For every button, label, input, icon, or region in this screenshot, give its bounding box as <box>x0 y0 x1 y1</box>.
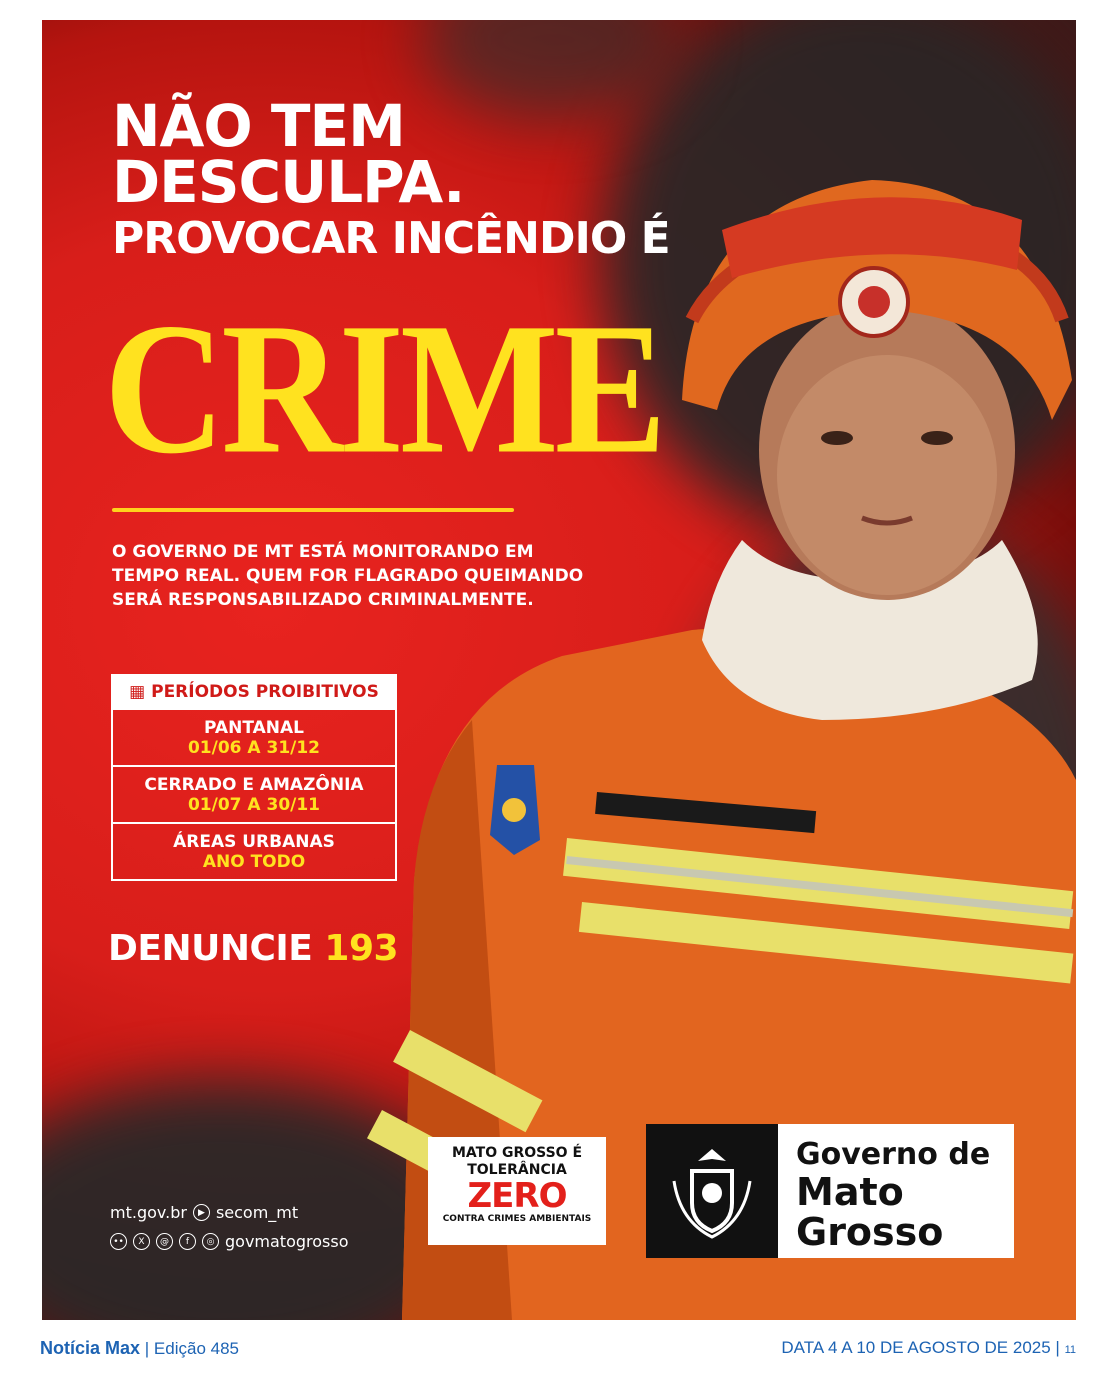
flickr-icon: •• <box>110 1233 127 1250</box>
government-line-1: Governo de <box>796 1137 991 1172</box>
social-links <box>110 1203 349 1261</box>
youtube-handle[interactable]: secom_mt <box>215 1203 299 1222</box>
periods-header <box>113 676 395 708</box>
footer-right <box>781 1338 1076 1358</box>
report-label: DENUNCIE <box>108 928 313 969</box>
period-row <box>113 765 395 822</box>
headline <box>112 92 670 264</box>
footer-separator: | <box>144 1339 150 1358</box>
report-phone-number: 193 <box>324 928 399 969</box>
government-line-3: Grosso <box>796 1210 944 1254</box>
instagram-icon: ◎ <box>202 1233 219 1250</box>
headline-line-1: NÃO TEM <box>112 92 405 160</box>
zero-tolerance-badge <box>428 1137 606 1245</box>
body-line-3: SERÁ RESPONSABILIZADO CRIMINALMENTE. <box>112 590 534 610</box>
crime-word: CRIME <box>104 284 663 493</box>
x-icon: X <box>133 1233 150 1250</box>
edition-number: Edição 485 <box>153 1339 239 1358</box>
period-dates: 01/07 A 30/11 <box>187 795 321 815</box>
coat-of-arms-icon <box>646 1124 778 1258</box>
footer-left <box>40 1338 239 1359</box>
periods-title: PERÍODOS PROIBITIVOS <box>151 682 379 702</box>
body-line-2: TEMPO REAL. QUEM FOR FLAGRADO QUEIMANDO <box>112 566 584 586</box>
advertisement-poster <box>42 20 1076 1320</box>
government-logo <box>646 1124 1014 1258</box>
government-line-2: Mato <box>796 1170 904 1214</box>
badge-line-1: MATO GROSSO É <box>451 1145 583 1161</box>
period-row <box>113 708 395 765</box>
page-number: 11 <box>1064 1344 1076 1356</box>
prohibited-periods-box <box>111 674 397 881</box>
publication-date: DATA 4 A 10 DE AGOSTO DE 2025 <box>781 1338 1051 1357</box>
badge-line-4: CONTRA CRIMES AMBIENTAIS <box>442 1214 592 1224</box>
calendar-icon: ▦ <box>129 682 152 702</box>
website-link[interactable]: mt.gov.br <box>110 1203 187 1222</box>
report-call-to-action <box>108 928 398 969</box>
headline-line-2: DESCULPA. <box>112 148 465 216</box>
badge-line-2: TOLERÂNCIA <box>467 1162 567 1178</box>
period-dates: ANO TODO <box>202 852 306 872</box>
period-name: ÁREAS URBANAS <box>173 832 335 852</box>
government-name <box>778 1124 1014 1258</box>
period-dates: 01/06 A 31/12 <box>187 738 321 758</box>
period-name: PANTANAL <box>204 718 304 738</box>
period-name: CERRADO E AMAZÔNIA <box>144 775 364 795</box>
period-row <box>113 822 395 879</box>
footer-separator: | <box>1055 1338 1060 1357</box>
threads-icon: @ <box>156 1233 173 1250</box>
youtube-icon: ▶ <box>193 1204 210 1221</box>
divider <box>112 508 514 512</box>
body-text <box>112 540 592 612</box>
facebook-icon: f <box>179 1233 196 1250</box>
social-handle[interactable]: govmatogrosso <box>225 1232 349 1251</box>
headline-line-3: PROVOCAR INCÊNDIO É <box>112 213 670 264</box>
body-line-1: O GOVERNO DE MT ESTÁ MONITORANDO EM <box>112 542 534 562</box>
badge-line-3: ZERO <box>467 1176 567 1216</box>
publication-name: Notícia Max <box>40 1338 141 1358</box>
